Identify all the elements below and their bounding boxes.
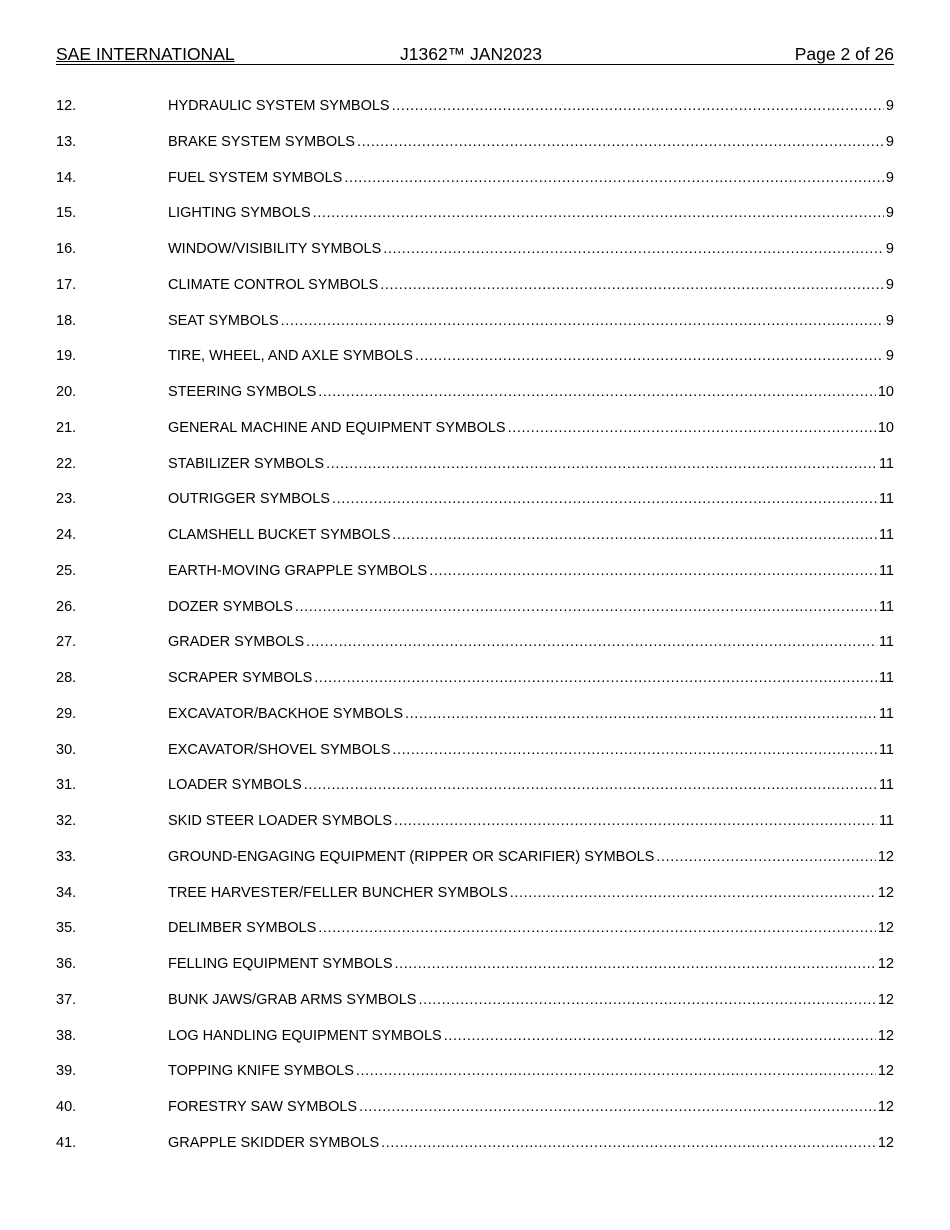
toc-entry-line	[168, 488, 894, 510]
toc-entry[interactable]	[56, 846, 894, 882]
toc-entry-page[interactable]: 12	[877, 920, 894, 937]
toc-entry-number: 40.	[56, 1099, 77, 1115]
toc-entry-title[interactable]: FORESTRY SAW SYMBOLS	[168, 1099, 358, 1115]
toc-entry[interactable]	[56, 524, 894, 560]
toc-entry-page[interactable]: 12	[877, 1027, 894, 1044]
toc-entry-title[interactable]: SEAT SYMBOLS	[168, 312, 279, 329]
toc-entry-number: 24.	[56, 527, 77, 543]
header-organization: SAE INTERNATIONAL	[56, 44, 235, 64]
toc-entry-page[interactable]: 11	[878, 598, 894, 615]
toc-entry[interactable]	[56, 739, 894, 775]
toc-entry[interactable]	[56, 417, 894, 453]
toc-entry-page[interactable]: 9	[885, 312, 894, 329]
toc-entry-title[interactable]: LOG HANDLING EQUIPMENT SYMBOLS	[168, 1027, 442, 1044]
toc-entry-number: 35.	[56, 920, 77, 937]
toc-dot-leader	[318, 917, 876, 939]
toc-dot-leader	[381, 1132, 876, 1154]
toc-entry[interactable]	[56, 667, 894, 703]
toc-entry-page[interactable]: 11	[878, 670, 894, 686]
toc-entry-page[interactable]: 12	[877, 991, 894, 1008]
toc-entry-number: 37.	[56, 991, 77, 1008]
toc-dot-leader	[326, 453, 877, 475]
toc-entry-number: 33.	[56, 848, 77, 865]
toc-dot-leader	[314, 667, 877, 689]
toc-entry[interactable]	[56, 1096, 894, 1132]
toc-entry-line	[168, 238, 894, 260]
toc-entry-title[interactable]: DOZER SYMBOLS	[168, 598, 293, 615]
toc-entry-line	[168, 274, 894, 296]
toc-entry-number: 38.	[56, 1027, 77, 1044]
toc-entry-title[interactable]: BRAKE SYSTEM SYMBOLS	[168, 133, 355, 150]
toc-dot-leader	[295, 596, 877, 618]
toc-entry-title[interactable]: OUTRIGGER SYMBOLS	[168, 491, 330, 508]
toc-entry-page[interactable]: 11	[878, 455, 894, 472]
toc-entry-line	[168, 381, 894, 403]
toc-entry-line	[168, 1132, 894, 1154]
toc-entry-number: 18.	[56, 312, 77, 329]
toc-entry[interactable]	[56, 953, 894, 989]
toc-entry-number: 15.	[56, 205, 77, 222]
toc-entry-line	[168, 453, 894, 475]
toc-entry[interactable]	[56, 381, 894, 417]
toc-entry[interactable]	[56, 202, 894, 238]
toc-entry-number: 28.	[56, 670, 77, 686]
toc-dot-leader	[306, 631, 877, 653]
toc-entry-line	[168, 524, 894, 546]
toc-entry-title[interactable]: EXCAVATOR/BACKHOE SYMBOLS	[168, 705, 404, 722]
toc-entry-title[interactable]: DELIMBER SYMBOLS	[168, 920, 317, 937]
toc-entry-title[interactable]: CLIMATE CONTROL SYMBOLS	[168, 276, 379, 293]
toc-entry-page[interactable]: 12	[877, 1099, 894, 1115]
toc-dot-leader	[418, 989, 875, 1011]
toc-entry-line	[168, 810, 894, 832]
toc-entry[interactable]	[56, 238, 894, 274]
toc-entry-page[interactable]: 12	[877, 884, 894, 901]
toc-entry-page[interactable]: 10	[877, 384, 894, 400]
toc-entry-line	[168, 560, 894, 582]
toc-entry-line	[168, 95, 894, 117]
toc-entry-page[interactable]: 12	[877, 1063, 894, 1080]
toc-entry-page[interactable]: 12	[877, 956, 894, 972]
toc-dot-leader	[304, 774, 877, 796]
toc-dot-leader	[392, 524, 877, 546]
toc-entry-line	[168, 774, 894, 796]
toc-entry-title[interactable]: GENERAL MACHINE AND EQUIPMENT SYMBOLS	[168, 419, 506, 436]
toc-entry-line	[168, 917, 894, 939]
toc-dot-leader	[429, 560, 877, 582]
header-document-id: J1362™ JAN2023	[400, 44, 543, 64]
toc-dot-leader	[444, 1025, 876, 1047]
table-of-contents	[56, 95, 894, 1168]
toc-entry-line	[168, 989, 894, 1011]
toc-dot-leader	[656, 846, 876, 868]
toc-dot-leader	[395, 953, 876, 975]
toc-entry-number: 27.	[56, 634, 77, 651]
toc-entry-number: 39.	[56, 1063, 77, 1080]
toc-entry-title[interactable]: GROUND-ENGAGING EQUIPMENT (RIPPER OR SCARIFIER) SYMBOLS	[168, 848, 655, 865]
toc-entry-title[interactable]: BUNK JAWS/GRAB ARMS SYMBOLS	[168, 991, 417, 1008]
toc-entry-number: 29.	[56, 705, 77, 722]
toc-entry-title[interactable]: FUEL SYSTEM SYMBOLS	[168, 169, 343, 186]
toc-dot-leader	[415, 345, 884, 367]
toc-entry-title[interactable]: EXCAVATOR/SHOVEL SYMBOLS	[168, 741, 391, 758]
toc-entry-number: 26.	[56, 598, 77, 615]
toc-entry[interactable]	[56, 1060, 894, 1096]
toc-entry[interactable]	[56, 917, 894, 953]
toc-dot-leader	[359, 1096, 876, 1118]
toc-entry[interactable]	[56, 810, 894, 846]
toc-entry-line	[168, 345, 894, 367]
toc-entry-number: 21.	[56, 419, 77, 436]
toc-entry-line	[168, 1096, 894, 1118]
toc-entry-title[interactable]: STABILIZER SYMBOLS	[168, 455, 325, 472]
toc-entry-line	[168, 1025, 894, 1047]
toc-dot-leader	[510, 882, 876, 904]
toc-entry[interactable]	[56, 703, 894, 739]
toc-entry-number: 23.	[56, 491, 77, 508]
toc-entry-title[interactable]: SKID STEER LOADER SYMBOLS	[168, 813, 393, 829]
toc-entry-line	[168, 202, 894, 224]
toc-entry-title[interactable]: WINDOW/VISIBILITY SYMBOLS	[168, 241, 382, 257]
toc-dot-leader	[318, 381, 876, 403]
toc-entry-number: 32.	[56, 813, 77, 829]
toc-entry-title[interactable]: TIRE, WHEEL, AND AXLE SYMBOLS	[168, 348, 413, 365]
toc-entry-page[interactable]: 11	[878, 777, 894, 794]
toc-dot-leader	[405, 703, 877, 725]
toc-entry-title[interactable]: TREE HARVESTER/FELLER BUNCHER SYMBOLS	[168, 884, 508, 901]
toc-entry-line	[168, 882, 894, 904]
toc-entry-title[interactable]: LOADER SYMBOLS	[168, 777, 302, 794]
toc-entry-number: 13.	[56, 133, 77, 150]
toc-entry-page[interactable]: 9	[885, 133, 894, 150]
toc-entry-line	[168, 703, 894, 725]
toc-entry-number: 31.	[56, 777, 77, 794]
toc-entry-title[interactable]: GRADER SYMBOLS	[168, 634, 305, 651]
toc-entry[interactable]	[56, 1025, 894, 1061]
toc-entry-line	[168, 417, 894, 439]
toc-dot-leader	[383, 238, 884, 260]
toc-entry[interactable]	[56, 774, 894, 810]
toc-entry-number: 20.	[56, 384, 77, 400]
toc-entry-line	[168, 953, 894, 975]
toc-dot-leader	[344, 167, 884, 189]
toc-entry-line	[168, 310, 894, 332]
toc-entry-page[interactable]: 9	[885, 98, 894, 114]
toc-entry-line	[168, 846, 894, 868]
toc-entry[interactable]	[56, 131, 894, 167]
toc-entry-page[interactable]: 9	[885, 348, 894, 365]
toc-entry-line	[168, 131, 894, 153]
toc-entry-page[interactable]: 11	[878, 705, 894, 722]
toc-entry[interactable]	[56, 310, 894, 346]
toc-entry-number: 22.	[56, 455, 77, 472]
toc-entry[interactable]	[56, 453, 894, 489]
toc-entry-line	[168, 167, 894, 189]
toc-entry-number: 41.	[56, 1134, 77, 1151]
toc-entry[interactable]	[56, 989, 894, 1025]
toc-entry-number: 14.	[56, 169, 77, 186]
toc-entry-title[interactable]: GRAPPLE SKIDDER SYMBOLS	[168, 1134, 380, 1151]
toc-entry[interactable]	[56, 882, 894, 918]
header-page-indicator: Page 2 of 26	[794, 44, 894, 64]
toc-dot-leader	[392, 739, 877, 761]
toc-entry-title[interactable]: HYDRAULIC SYSTEM SYMBOLS	[168, 98, 390, 114]
toc-entry-number: 36.	[56, 956, 77, 972]
toc-entry-title[interactable]: LIGHTING SYMBOLS	[168, 205, 311, 222]
toc-entry-page[interactable]: 9	[885, 169, 894, 186]
toc-entry[interactable]	[56, 274, 894, 310]
toc-entry-line	[168, 739, 894, 761]
toc-entry-page[interactable]: 11	[878, 813, 894, 829]
toc-entry-title[interactable]: SCRAPER SYMBOLS	[168, 670, 313, 686]
toc-entry[interactable]	[56, 560, 894, 596]
toc-entry[interactable]	[56, 488, 894, 524]
toc-entry-number: 12.	[56, 98, 77, 114]
toc-entry[interactable]	[56, 596, 894, 632]
toc-entry-page[interactable]: 9	[885, 241, 894, 257]
toc-entry-page[interactable]: 10	[877, 419, 894, 436]
toc-entry-page[interactable]: 9	[885, 205, 894, 222]
toc-dot-leader	[313, 202, 884, 224]
toc-entry-page[interactable]: 12	[877, 848, 894, 865]
toc-dot-leader	[281, 310, 884, 332]
toc-dot-leader	[508, 417, 876, 439]
toc-entry-line	[168, 667, 894, 689]
toc-entry-page[interactable]: 11	[878, 527, 894, 543]
toc-dot-leader	[357, 131, 884, 153]
toc-entry[interactable]	[56, 95, 894, 131]
toc-entry-page[interactable]: 9	[885, 276, 894, 293]
toc-entry-page[interactable]: 11	[878, 491, 894, 508]
toc-entry-title[interactable]: FELLING EQUIPMENT SYMBOLS	[168, 956, 393, 972]
toc-entry[interactable]	[56, 167, 894, 203]
toc-dot-leader	[380, 274, 884, 296]
toc-dot-leader	[356, 1060, 876, 1082]
toc-entry-line	[168, 1060, 894, 1082]
toc-entry[interactable]	[56, 1132, 894, 1168]
toc-entry-line	[168, 596, 894, 618]
toc-entry-title[interactable]: EARTH-MOVING GRAPPLE SYMBOLS	[168, 562, 428, 579]
toc-entry-number: 25.	[56, 562, 77, 579]
toc-dot-leader	[332, 488, 877, 510]
toc-entry-number: 30.	[56, 741, 77, 758]
toc-dot-leader	[394, 810, 877, 832]
toc-entry-page[interactable]: 11	[878, 562, 894, 579]
toc-entry-page[interactable]: 11	[878, 634, 894, 651]
toc-entry-number: 16.	[56, 241, 77, 257]
toc-entry-title[interactable]: CLAMSHELL BUCKET SYMBOLS	[168, 527, 391, 543]
toc-dot-leader	[392, 95, 884, 117]
toc-entry-page[interactable]: 12	[877, 1134, 894, 1151]
toc-entry-line	[168, 631, 894, 653]
toc-entry[interactable]	[56, 631, 894, 667]
toc-entry-title[interactable]: TOPPING KNIFE SYMBOLS	[168, 1063, 354, 1080]
toc-entry-number: 17.	[56, 276, 77, 293]
page-header	[56, 44, 894, 65]
toc-entry-number: 34.	[56, 884, 77, 901]
toc-entry[interactable]	[56, 345, 894, 381]
toc-entry-number: 19.	[56, 348, 77, 365]
toc-entry-page[interactable]: 11	[878, 741, 894, 758]
toc-entry-title[interactable]: STEERING SYMBOLS	[168, 384, 317, 400]
